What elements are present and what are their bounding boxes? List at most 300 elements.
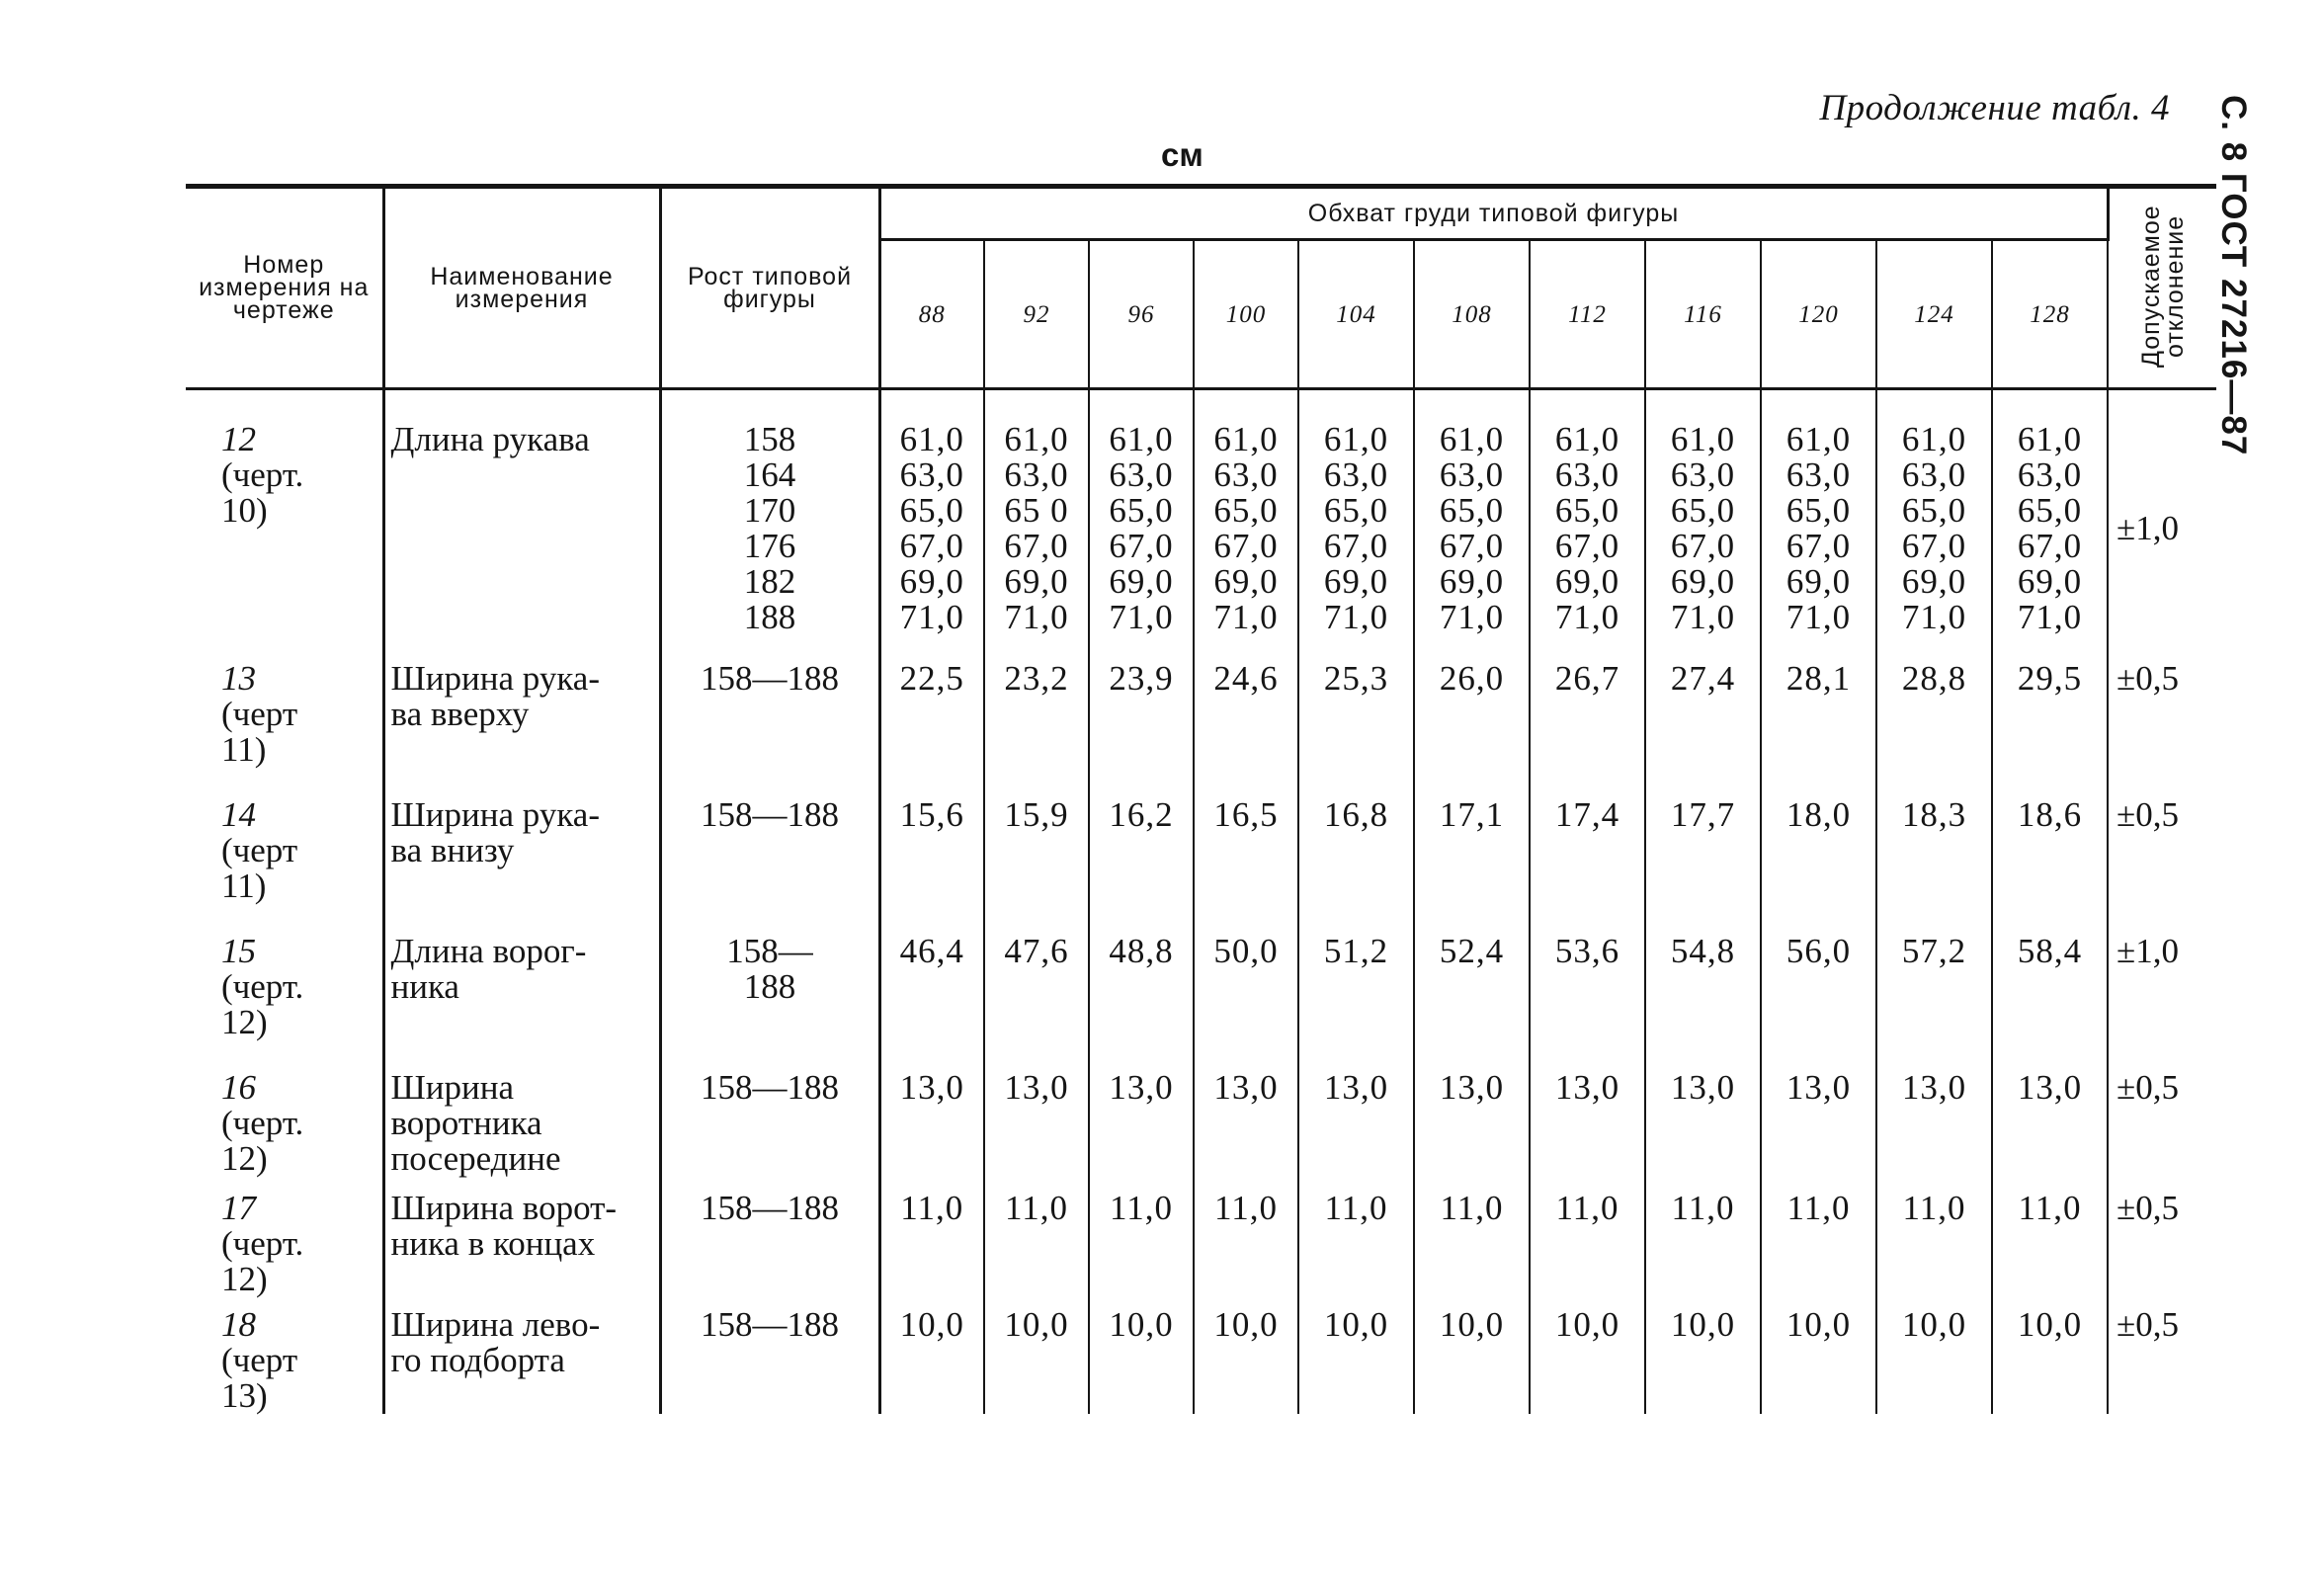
- measurement-value: 67,0: [1785, 527, 1852, 565]
- measurement-value: 10,0: [1785, 1305, 1852, 1344]
- measurement-value-cell: [1645, 797, 1761, 934]
- tolerance-value: ±1,0: [2116, 932, 2180, 970]
- measurement-value-cell: [1645, 1070, 1761, 1191]
- table-row: [186, 797, 2216, 934]
- measurement-value-cell: [1414, 661, 1530, 797]
- measurement-number-cell: [186, 797, 383, 934]
- measurement-number: 17: [221, 1189, 256, 1227]
- measurement-value: 61,0: [1323, 420, 1389, 458]
- measurement-value-cell: [1414, 1070, 1530, 1191]
- drawing-reference: (черт.: [221, 967, 304, 1006]
- table-row: [186, 661, 2216, 797]
- measurement-value: 58,4: [2017, 932, 2083, 970]
- measurement-value-cell: [1530, 934, 1645, 1070]
- measurement-value-cell: [1298, 1307, 1414, 1414]
- drawing-reference: (черт.: [221, 455, 304, 494]
- measurement-value-cell: [1761, 1307, 1876, 1414]
- measurement-value-cell: [1876, 934, 1992, 1070]
- header-measurement-number: Номер измерения на чертеже: [186, 187, 383, 389]
- measurement-value-cell: [1194, 1191, 1298, 1307]
- measurement-value: 67,0: [1439, 527, 1505, 565]
- measurement-value-cell: [1761, 934, 1876, 1070]
- measurement-value-cell: [1194, 934, 1298, 1070]
- measurement-name-cell: [383, 389, 660, 662]
- measurement-value: 69,0: [1323, 562, 1389, 601]
- measurement-value: 61,0: [1785, 420, 1852, 458]
- measurement-value-cell: [984, 797, 1089, 934]
- measurement-value: 67,0: [1323, 527, 1389, 565]
- measurement-value: 61,0: [2017, 420, 2083, 458]
- measurement-name-line: го подборта: [390, 1341, 565, 1379]
- measurement-value-cell: [1414, 934, 1530, 1070]
- measurement-value: 10,0: [1670, 1305, 1736, 1344]
- measurement-value: 69,0: [1004, 562, 1069, 601]
- measurement-value: 69,0: [1670, 562, 1736, 601]
- drawing-reference: (черт: [221, 831, 298, 869]
- measurement-value: 63,0: [1213, 455, 1279, 494]
- measurement-value: 61,0: [1670, 420, 1736, 458]
- measurement-value: 10,0: [1323, 1305, 1389, 1344]
- header-chest-size: 124: [1876, 240, 1992, 389]
- measurement-value: 69,0: [1109, 562, 1174, 601]
- figure-height-value: 158—188: [701, 1305, 839, 1344]
- measurement-value-cell: [1992, 389, 2108, 662]
- measurement-value-cell: [1992, 661, 2108, 797]
- measurement-value: 69,0: [2017, 562, 2083, 601]
- measurement-value: 10,0: [1004, 1305, 1069, 1344]
- measurement-value-cell: [1761, 661, 1876, 797]
- measurement-value: 18,6: [2017, 795, 2083, 834]
- measurement-number-cell: [186, 1307, 383, 1414]
- measurement-name-line: Ширина: [390, 1068, 515, 1107]
- measurement-value-cell: [1761, 389, 1876, 662]
- measurement-value: 13,0: [1785, 1068, 1852, 1107]
- measurement-number-cell: [186, 389, 383, 662]
- header-chest-size: 104: [1298, 240, 1414, 389]
- measurement-value: 61,0: [1554, 420, 1620, 458]
- measurement-value-cell: [1298, 1191, 1414, 1307]
- measurement-value: 11,0: [1110, 1189, 1173, 1227]
- measurement-value: 67,0: [899, 527, 964, 565]
- measurement-value-cell: [1414, 1191, 1530, 1307]
- figure-height-value: 188: [743, 598, 796, 636]
- measurement-value: 61,0: [1109, 420, 1174, 458]
- measurement-value: 26,0: [1439, 659, 1505, 698]
- measurement-value: 10,0: [899, 1305, 964, 1344]
- measurement-value-cell: [1992, 1307, 2108, 1414]
- measurement-value: 65 0: [1004, 491, 1069, 530]
- measurement-value: 28,1: [1785, 659, 1852, 698]
- measurement-value-cell: [879, 1070, 984, 1191]
- measurement-name-line: ва вверху: [390, 695, 530, 733]
- measurement-value: 28,8: [1901, 659, 1967, 698]
- measurement-value-cell: [1298, 797, 1414, 934]
- measurement-value: 65,0: [1670, 491, 1736, 530]
- measurement-value: 18,0: [1785, 795, 1852, 834]
- figure-height-value: 158—188: [701, 659, 839, 698]
- measurement-value-cell: [1876, 1307, 1992, 1414]
- measurement-value-cell: [1089, 1191, 1194, 1307]
- measurement-value: 50,0: [1213, 932, 1279, 970]
- header-chest-size: 112: [1530, 240, 1645, 389]
- measurement-value: 67,0: [1213, 527, 1279, 565]
- measurement-value: 65,0: [1901, 491, 1967, 530]
- measurement-value: 11,0: [1902, 1189, 1966, 1227]
- measurement-value: 71,0: [1439, 598, 1505, 636]
- table-row: [186, 1307, 2216, 1414]
- header-figure-height: Рост типовой фигуры: [660, 187, 879, 389]
- measurement-value-cell: [1414, 389, 1530, 662]
- measurement-value-cell: [984, 1307, 1089, 1414]
- measurement-value-cell: [1089, 1307, 1194, 1414]
- measurement-value-cell: [1298, 389, 1414, 662]
- figure-height-value: 158—188: [701, 1068, 839, 1107]
- measurement-value: 61,0: [899, 420, 964, 458]
- measurement-name-line: Длина ворог-: [390, 932, 587, 970]
- measurement-value: 67,0: [1554, 527, 1620, 565]
- measurement-value-cell: [1992, 934, 2108, 1070]
- tolerance-value: ±0,5: [2116, 1068, 2180, 1107]
- measurement-value: 16,8: [1323, 795, 1389, 834]
- figure-height-cell: [660, 1307, 879, 1414]
- measurement-value-cell: [1194, 661, 1298, 797]
- header-chest-size: 108: [1414, 240, 1530, 389]
- measurement-value-cell: [1992, 1070, 2108, 1191]
- tolerance-value: ±1,0: [2116, 509, 2180, 547]
- measurement-value-cell: [879, 389, 984, 662]
- measurement-value-cell: [1992, 1191, 2108, 1307]
- figure-height-value: 170: [743, 491, 796, 530]
- measurement-number-cell: [186, 661, 383, 797]
- drawing-reference: 13): [221, 1376, 268, 1415]
- drawing-reference: 11): [221, 867, 267, 905]
- drawing-reference: 11): [221, 730, 267, 769]
- measurement-value: 22,5: [899, 659, 964, 698]
- drawing-reference: (черт: [221, 695, 298, 733]
- measurement-value: 11,0: [900, 1189, 964, 1227]
- measurement-value: 26,7: [1554, 659, 1620, 698]
- measurement-value: 11,0: [1786, 1189, 1851, 1227]
- measurement-value: 11,0: [1214, 1189, 1278, 1227]
- drawing-reference: 12): [221, 1260, 268, 1298]
- figure-height-value: 182: [743, 562, 796, 601]
- measurement-value: 65,0: [1213, 491, 1279, 530]
- measurement-value-cell: [1414, 797, 1530, 934]
- measurement-value-cell: [1089, 661, 1194, 797]
- measurement-value: 67,0: [1901, 527, 1967, 565]
- tolerance-cell: [2108, 797, 2216, 934]
- measurement-value: 10,0: [2017, 1305, 2083, 1344]
- measurement-name-line: ва внизу: [390, 831, 515, 869]
- measurement-value: 65,0: [1554, 491, 1620, 530]
- measurement-value: 13,0: [1109, 1068, 1174, 1107]
- measurement-value: 63,0: [1439, 455, 1505, 494]
- measurement-value-cell: [1298, 934, 1414, 1070]
- measurement-value-cell: [1530, 1191, 1645, 1307]
- drawing-reference: 12): [221, 1003, 268, 1041]
- measurement-value-cell: [1530, 1307, 1645, 1414]
- measurement-value: 67,0: [2017, 527, 2083, 565]
- measurement-value: 63,0: [1109, 455, 1174, 494]
- unit-label: см: [1161, 136, 1204, 173]
- measurement-value: 71,0: [1554, 598, 1620, 636]
- measurement-value: 17,1: [1439, 795, 1505, 834]
- measurement-value: 69,0: [1785, 562, 1852, 601]
- measurement-value-cell: [1876, 1191, 1992, 1307]
- header-chest-size: 96: [1089, 240, 1194, 389]
- measurement-value: 13,0: [899, 1068, 964, 1107]
- measurement-value: 52,4: [1439, 932, 1505, 970]
- measurement-value: 27,4: [1670, 659, 1736, 698]
- measurement-value-cell: [1761, 1070, 1876, 1191]
- measurement-value-cell: [1761, 1191, 1876, 1307]
- measurement-name-line: Длина рукава: [390, 420, 590, 458]
- tolerance-cell: [2108, 1070, 2216, 1191]
- measurement-value: 51,2: [1323, 932, 1389, 970]
- measurement-value-cell: [984, 1070, 1089, 1191]
- figure-height-value: 158: [743, 420, 796, 458]
- measurement-value: 11,0: [1555, 1189, 1619, 1227]
- measurement-value-cell: [1645, 1307, 1761, 1414]
- measurement-value: 13,0: [1439, 1068, 1505, 1107]
- measurement-value: 61,0: [1004, 420, 1069, 458]
- measurement-value: 69,0: [1901, 562, 1967, 601]
- measurement-name-cell: [383, 797, 660, 934]
- measurement-value-cell: [1089, 389, 1194, 662]
- measurement-value: 13,0: [1554, 1068, 1620, 1107]
- measurement-value: 65,0: [1109, 491, 1174, 530]
- figure-height-cell: [660, 389, 879, 662]
- measurements-table: [186, 184, 2216, 1414]
- measurement-value: 10,0: [1213, 1305, 1279, 1344]
- measurement-value-cell: [1761, 797, 1876, 934]
- measurement-value: 63,0: [899, 455, 964, 494]
- measurement-value: 65,0: [2017, 491, 2083, 530]
- measurement-value-cell: [879, 1307, 984, 1414]
- header-chest-size: 100: [1194, 240, 1298, 389]
- table-row: [186, 1070, 2216, 1191]
- tolerance-cell: [2108, 934, 2216, 1070]
- measurement-value-cell: [1530, 389, 1645, 662]
- measurement-value: 65,0: [1785, 491, 1852, 530]
- measurement-value: 13,0: [1004, 1068, 1069, 1107]
- measurement-number: 14: [221, 795, 256, 834]
- measurement-name-cell: [383, 1070, 660, 1191]
- measurement-value: 61,0: [1213, 420, 1279, 458]
- measurement-value: 71,0: [1901, 598, 1967, 636]
- measurement-value: 23,2: [1004, 659, 1069, 698]
- tolerance-value: ±0,5: [2116, 1189, 2180, 1227]
- measurement-value: 63,0: [1670, 455, 1736, 494]
- measurement-value-cell: [984, 1191, 1089, 1307]
- measurement-value: 65,0: [1439, 491, 1505, 530]
- measurement-name-line: ника в концах: [390, 1224, 596, 1263]
- measurement-value: 25,3: [1323, 659, 1389, 698]
- tolerance-value: ±0,5: [2116, 659, 2180, 698]
- measurement-value: 13,0: [1213, 1068, 1279, 1107]
- measurement-number: 13: [221, 659, 256, 698]
- measurement-value-cell: [1876, 661, 1992, 797]
- measurement-value: 63,0: [1004, 455, 1069, 494]
- measurement-name-line: посередине: [390, 1139, 561, 1178]
- measurement-value-cell: [1530, 797, 1645, 934]
- measurement-value: 13,0: [1670, 1068, 1736, 1107]
- measurement-name-cell: [383, 1307, 660, 1414]
- measurement-value: 67,0: [1670, 527, 1736, 565]
- measurement-value: 11,0: [1005, 1189, 1068, 1227]
- header-chest-girth-group: Обхват груди типовой фигуры: [879, 187, 2108, 240]
- measurement-value: 11,0: [2018, 1189, 2082, 1227]
- measurement-value: 15,9: [1004, 795, 1069, 834]
- header-chest-size: 92: [984, 240, 1089, 389]
- measurement-value: 57,2: [1901, 932, 1967, 970]
- drawing-reference: 10): [221, 491, 268, 530]
- measurement-value: 71,0: [1323, 598, 1389, 636]
- measurement-value-cell: [879, 934, 984, 1070]
- measurement-value-cell: [1194, 1070, 1298, 1191]
- measurement-value-cell: [1876, 1070, 1992, 1191]
- measurement-number: 15: [221, 932, 256, 970]
- measurement-value-cell: [1298, 661, 1414, 797]
- measurement-value: 63,0: [1323, 455, 1389, 494]
- measurement-value: 71,0: [1004, 598, 1069, 636]
- table-row: [186, 934, 2216, 1070]
- measurement-name-cell: [383, 934, 660, 1070]
- tolerance-value: ±0,5: [2116, 1305, 2180, 1344]
- measurement-value: 16,2: [1109, 795, 1174, 834]
- measurement-value-cell: [879, 797, 984, 934]
- tolerance-cell: [2108, 1191, 2216, 1307]
- figure-height-value: 158—: [726, 932, 813, 970]
- measurement-value: 23,9: [1109, 659, 1174, 698]
- measurement-value: 15,6: [899, 795, 964, 834]
- measurement-value: 65,0: [899, 491, 964, 530]
- measurement-value-cell: [1530, 661, 1645, 797]
- measurement-value-cell: [1089, 797, 1194, 934]
- measurement-value-cell: [1530, 1070, 1645, 1191]
- figure-height-cell: [660, 934, 879, 1070]
- measurement-name-cell: [383, 1191, 660, 1307]
- figure-height-cell: [660, 1070, 879, 1191]
- measurement-value-cell: [1089, 1070, 1194, 1191]
- drawing-reference: (черт: [221, 1341, 298, 1379]
- table-caption: Продолжение табл. 4: [1819, 88, 2170, 128]
- table-row: [186, 1191, 2216, 1307]
- drawing-reference: (черт.: [221, 1224, 304, 1263]
- header-tolerance: Допускаемое отклонение: [2108, 187, 2216, 389]
- measurement-value-cell: [1645, 389, 1761, 662]
- measurement-value: 17,7: [1670, 795, 1736, 834]
- measurement-value: 11,0: [1324, 1189, 1388, 1227]
- measurement-number-cell: [186, 1070, 383, 1191]
- measurement-value: 46,4: [899, 932, 964, 970]
- measurement-value-cell: [984, 661, 1089, 797]
- measurement-value: 11,0: [1440, 1189, 1504, 1227]
- measurement-value-cell: [1645, 1191, 1761, 1307]
- measurement-value: 17,4: [1554, 795, 1620, 834]
- measurement-value: 63,0: [2017, 455, 2083, 494]
- measurement-value-cell: [1194, 389, 1298, 662]
- measurement-name-line: Ширина ворот-: [390, 1189, 618, 1227]
- figure-height-value: 158—188: [701, 1189, 839, 1227]
- measurement-value: 11,0: [1671, 1189, 1735, 1227]
- header-chest-size: 88: [879, 240, 984, 389]
- measurement-value-cell: [1645, 661, 1761, 797]
- measurement-value: 67,0: [1004, 527, 1069, 565]
- tolerance-cell: [2108, 389, 2216, 662]
- measurement-value: 69,0: [1554, 562, 1620, 601]
- measurement-value: 13,0: [1323, 1068, 1389, 1107]
- measurement-value: 67,0: [1109, 527, 1174, 565]
- measurement-name-line: Ширина рука-: [390, 795, 600, 834]
- tolerance-cell: [2108, 661, 2216, 797]
- measurement-value-cell: [879, 1191, 984, 1307]
- figure-height-cell: [660, 797, 879, 934]
- figure-height-value: 176: [743, 527, 796, 565]
- measurement-number-cell: [186, 1191, 383, 1307]
- figure-height-cell: [660, 1191, 879, 1307]
- measurement-value: 71,0: [1109, 598, 1174, 636]
- measurement-value: 71,0: [2017, 598, 2083, 636]
- measurement-value: 71,0: [1213, 598, 1279, 636]
- measurement-value: 71,0: [1670, 598, 1736, 636]
- measurement-value: 63,0: [1554, 455, 1620, 494]
- measurement-value: 65,0: [1323, 491, 1389, 530]
- measurement-value-cell: [1089, 934, 1194, 1070]
- measurement-value: 71,0: [1785, 598, 1852, 636]
- table-row: [186, 389, 2216, 662]
- measurement-value: 10,0: [1439, 1305, 1505, 1344]
- measurement-value: 24,6: [1213, 659, 1279, 698]
- measurement-value: 63,0: [1901, 455, 1967, 494]
- measurement-value: 10,0: [1901, 1305, 1967, 1344]
- measurement-value-cell: [1298, 1070, 1414, 1191]
- measurement-value: 13,0: [2017, 1068, 2083, 1107]
- measurement-value-cell: [1992, 797, 2108, 934]
- measurement-value-cell: [1194, 797, 1298, 934]
- header-chest-size: 120: [1761, 240, 1876, 389]
- measurement-value: 53,6: [1554, 932, 1620, 970]
- measurement-value: 10,0: [1554, 1305, 1620, 1344]
- measurement-value: 10,0: [1109, 1305, 1174, 1344]
- measurement-value: 29,5: [2017, 659, 2083, 698]
- measurement-value: 69,0: [899, 562, 964, 601]
- measurement-number-cell: [186, 934, 383, 1070]
- measurement-value: 61,0: [1901, 420, 1967, 458]
- measurement-name-line: Ширина рука-: [390, 659, 600, 698]
- header-chest-size: 128: [1992, 240, 2108, 389]
- measurement-value: 16,5: [1213, 795, 1279, 834]
- measurement-value: 69,0: [1439, 562, 1505, 601]
- figure-height-cell: [660, 661, 879, 797]
- measurement-value: 18,3: [1901, 795, 1967, 834]
- tolerance-value: ±0,5: [2116, 795, 2180, 834]
- measurement-value: 69,0: [1213, 562, 1279, 601]
- measurement-value-cell: [1194, 1307, 1298, 1414]
- drawing-reference: (черт.: [221, 1104, 304, 1142]
- measurement-name-line: Ширина лево-: [390, 1305, 601, 1344]
- measurement-value: 56,0: [1785, 932, 1852, 970]
- measurement-number: 16: [221, 1068, 256, 1107]
- measurement-value: 13,0: [1901, 1068, 1967, 1107]
- measurement-name-line: ника: [390, 967, 459, 1006]
- measurement-number: 12: [221, 420, 256, 458]
- measurement-value: 47,6: [1004, 932, 1069, 970]
- measurement-name-line: воротника: [390, 1104, 542, 1142]
- drawing-reference: 12): [221, 1139, 268, 1178]
- measurement-value: 63,0: [1785, 455, 1852, 494]
- page-header-text: С. 8 ГОСТ 27216—87: [2214, 95, 2253, 456]
